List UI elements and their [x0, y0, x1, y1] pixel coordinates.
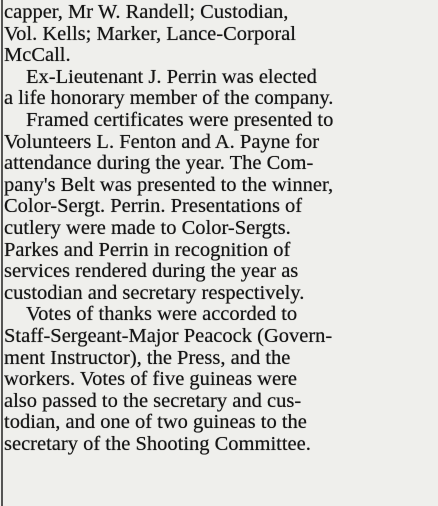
text-line: Vol. Kells; Marker, Lance-Corporal — [4, 23, 296, 45]
text-line: Staff-Sergeant-Major Peacock (Govern- — [4, 325, 333, 347]
text-line: capper, Mr W. Randell; Custodian, — [4, 2, 289, 23]
text-line: ment Instructor), the Press, and the — [4, 347, 291, 369]
text-line: services rendered during the year as — [4, 261, 299, 283]
text-line: a life honorary member of the company. — [4, 88, 334, 110]
paragraph-honorary-member — [4, 67, 438, 110]
text-line: Votes of thanks were accorded to — [26, 304, 298, 326]
text-line: Color-Sergt. Perrin. Presentations of — [4, 196, 303, 218]
text-line: Framed certificates were presented to — [26, 109, 334, 131]
text-line: Parkes and Perrin in recognition of — [4, 239, 291, 261]
text-line: workers. Votes of five guineas were — [4, 369, 297, 391]
text-line: Volunteers L. Fenton and A. Payne for — [4, 131, 320, 153]
text-line: secretary of the Shooting Committee. — [4, 433, 311, 455]
text-line: Ex-Lieutenant J. Perrin was elected — [26, 66, 317, 88]
text-line: cutlery were made to Color-Sergts. — [4, 217, 291, 239]
paragraph-presentations — [4, 110, 438, 304]
text-line: also passed to the secretary and cus- — [4, 390, 302, 412]
paragraph-officers-continued — [4, 2, 438, 67]
text-line: McCall. — [4, 45, 71, 67]
text-line: attendance during the year. The Com- — [4, 153, 314, 175]
text-line: pany's Belt was presented to the winner, — [4, 174, 334, 196]
text-line: custodian and secretary respectively. — [4, 282, 305, 304]
text-line: todian, and one of two guineas to the — [4, 412, 307, 434]
paragraph-votes-of-thanks — [4, 304, 438, 455]
